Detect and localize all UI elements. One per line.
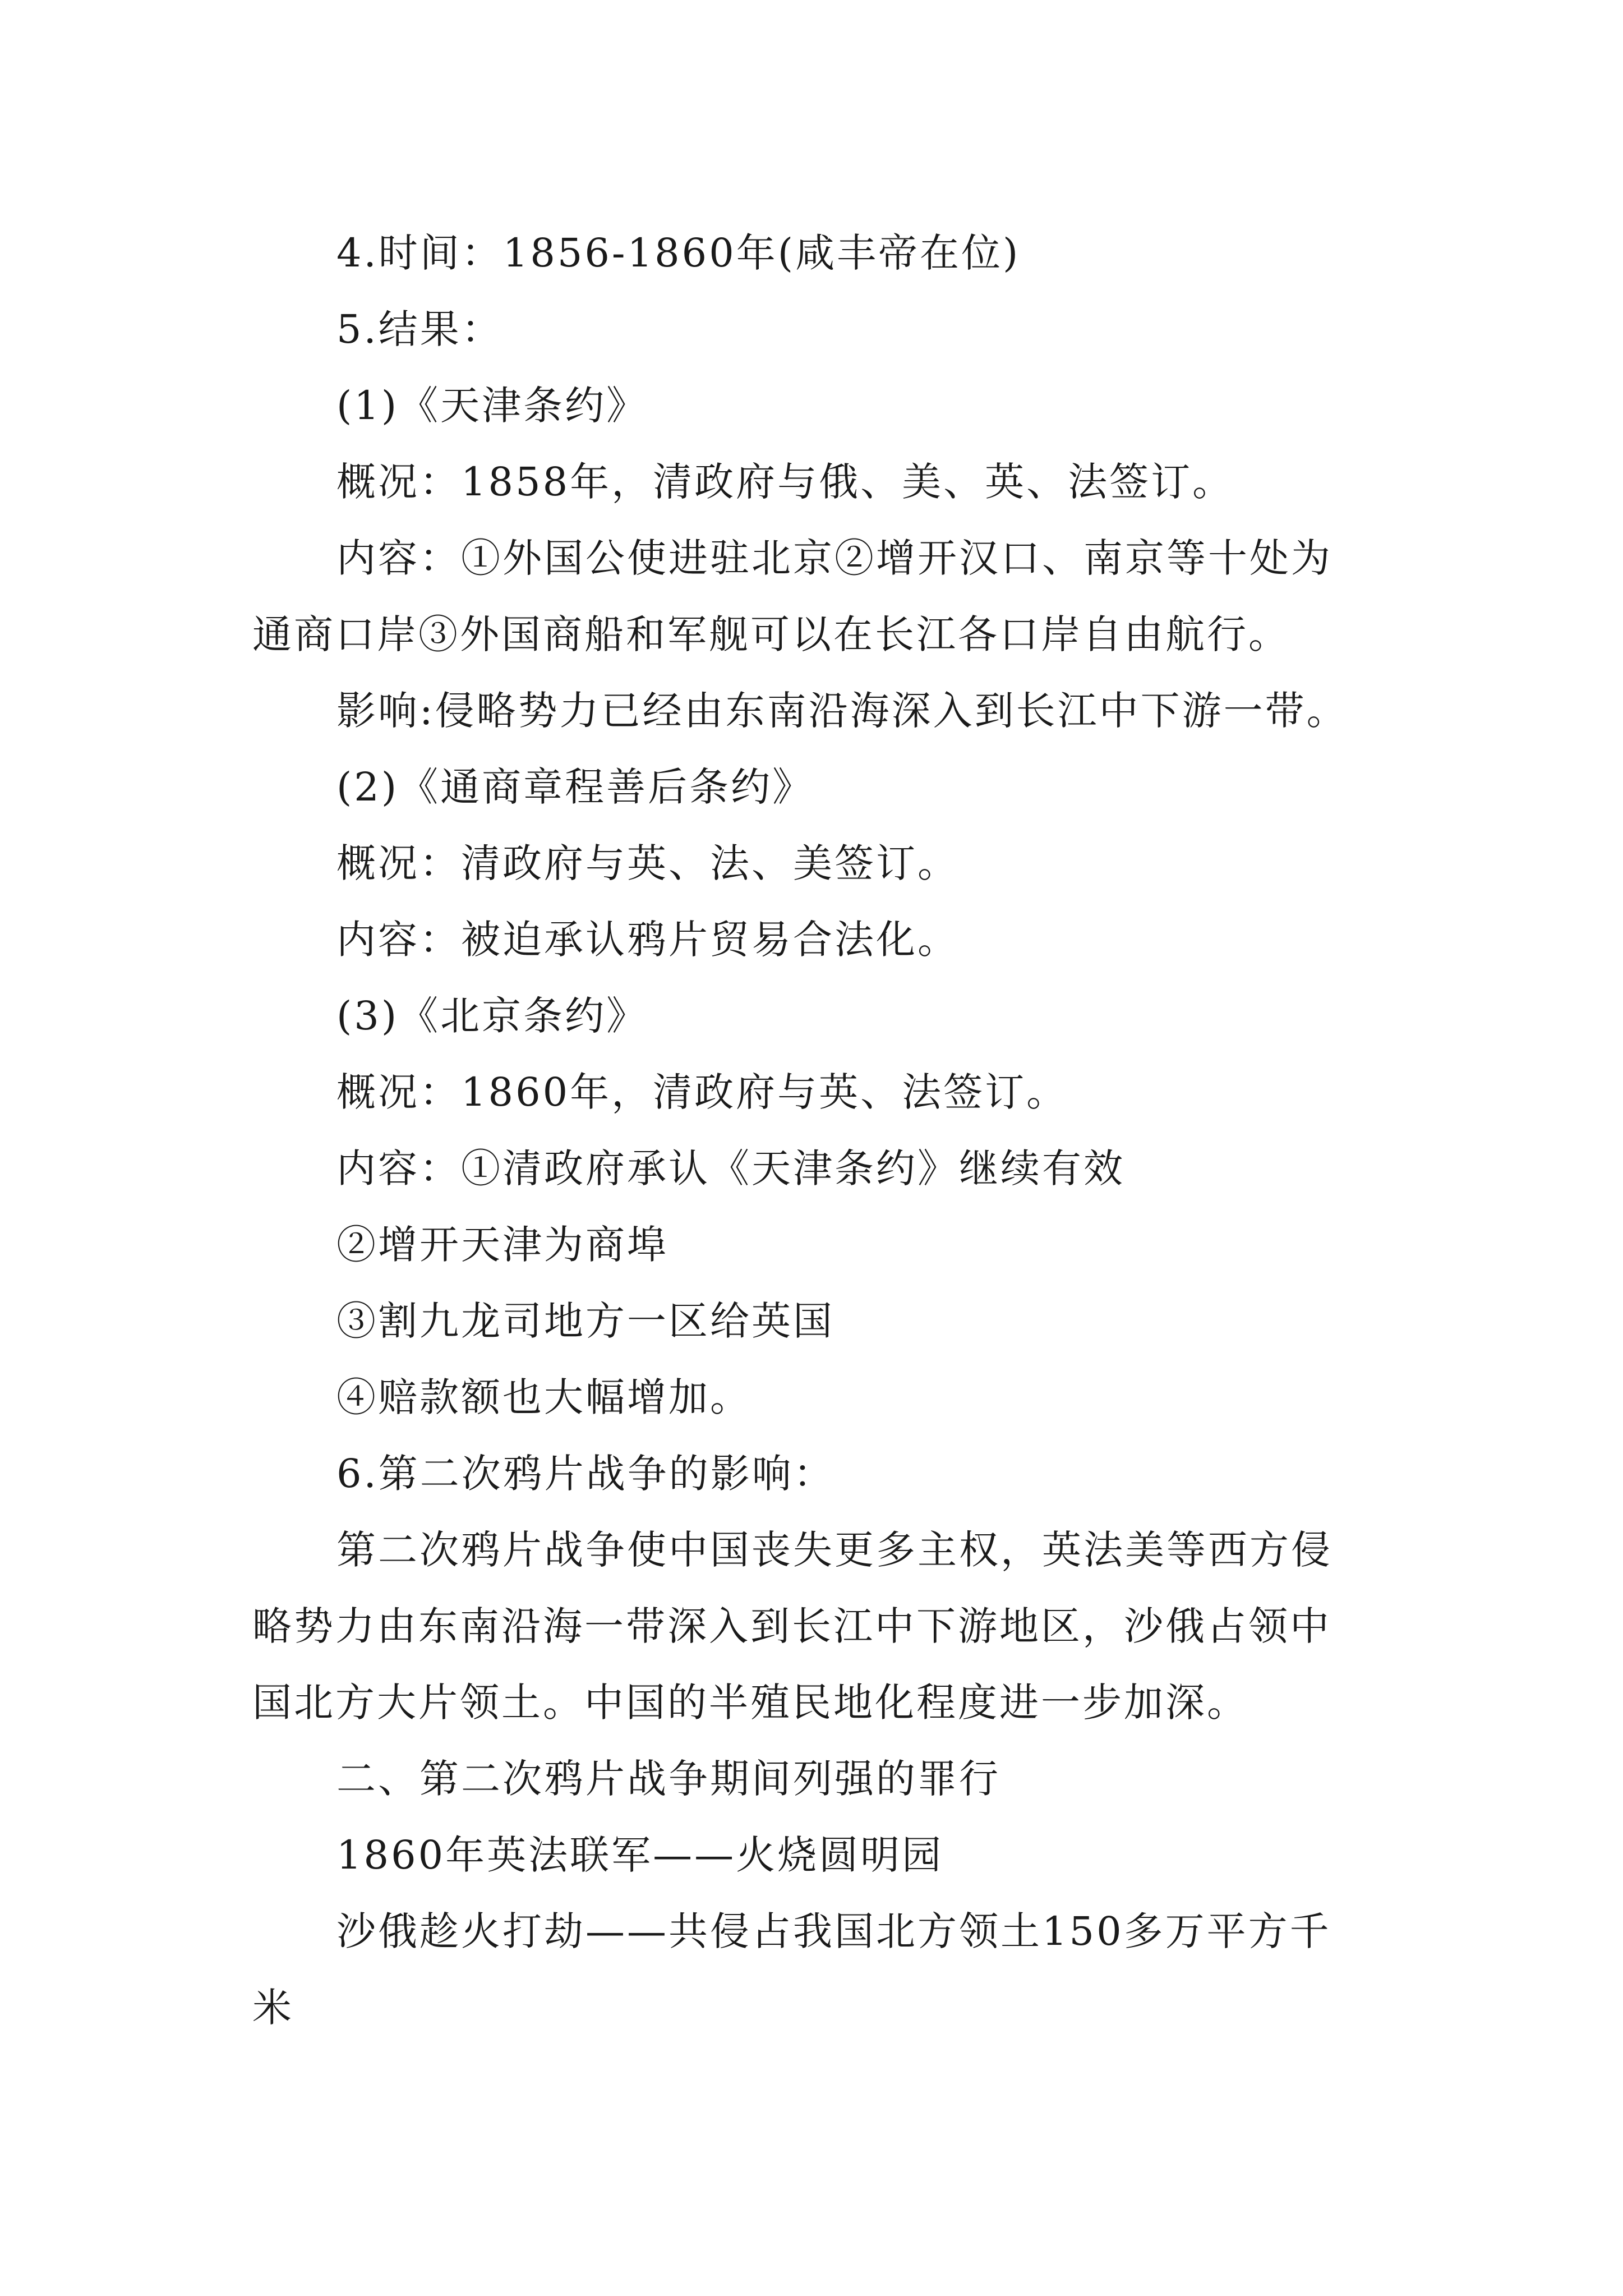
paragraph-line: 6.第二次鸦片战争的影响： (336, 1451, 835, 1497)
document-body (252, 215, 1385, 2046)
paragraph-line: 内容：①外国公使进驻北京②增开汉口、南京等十处为 (336, 535, 1332, 581)
paragraph-line: 内容：被迫承认鸦片贸易合法化。 (336, 917, 959, 963)
paragraph-line: ④赔款额也大幅增加。 (336, 1374, 751, 1420)
paragraph-line: 通商口岸③外国商船和军舰可以在长江各口岸自由航行。 (252, 611, 1290, 657)
paragraph-line: 5.结果： (336, 306, 503, 352)
paragraph-line: ③割九龙司地方一区给英国 (336, 1298, 834, 1344)
paragraph-line: 4.时间：1856-1860年(咸丰帝在位) (336, 230, 1021, 276)
paragraph-line: 略势力由东南沿海一带深入到长江中下游地区，沙俄占领中 (252, 1603, 1331, 1649)
paragraph-line: 概况：1860年，清政府与英、法签订。 (336, 1069, 1068, 1115)
paragraph-line: 概况：清政府与英、法、美签订。 (336, 840, 959, 886)
paragraph-line: 沙俄趁火打劫——共侵占我国北方领土150多万平方千 (336, 1908, 1331, 1954)
paragraph-line: (1)《天津条约》 (336, 383, 648, 429)
paragraph-line: 影响:侵略势力已经由东南沿海深入到长江中下游一带。 (336, 688, 1348, 734)
paragraph-line: ②增开天津为商埠 (336, 1222, 668, 1268)
paragraph-line: 二、第二次鸦片战争期间列强的罪行 (336, 1756, 1000, 1802)
paragraph-line: 米 (252, 1985, 294, 2031)
paragraph-line: 第二次鸦片战争使中国丧失更多主权，英法美等西方侵 (336, 1527, 1332, 1573)
paragraph-line: 国北方大片领土。中国的半殖民地化程度进一步加深。 (252, 1680, 1248, 1726)
paragraph-line: (3)《北京条约》 (336, 993, 648, 1039)
paragraph-line: (2)《通商章程善后条约》 (336, 764, 814, 810)
paragraph-line: 1860年英法联军——火烧圆明园 (336, 1832, 944, 1878)
paragraph-line: 内容：①清政府承认《天津条约》继续有效 (336, 1145, 1125, 1191)
paragraph-line: 概况：1858年，清政府与俄、美、英、法签订。 (336, 459, 1234, 505)
